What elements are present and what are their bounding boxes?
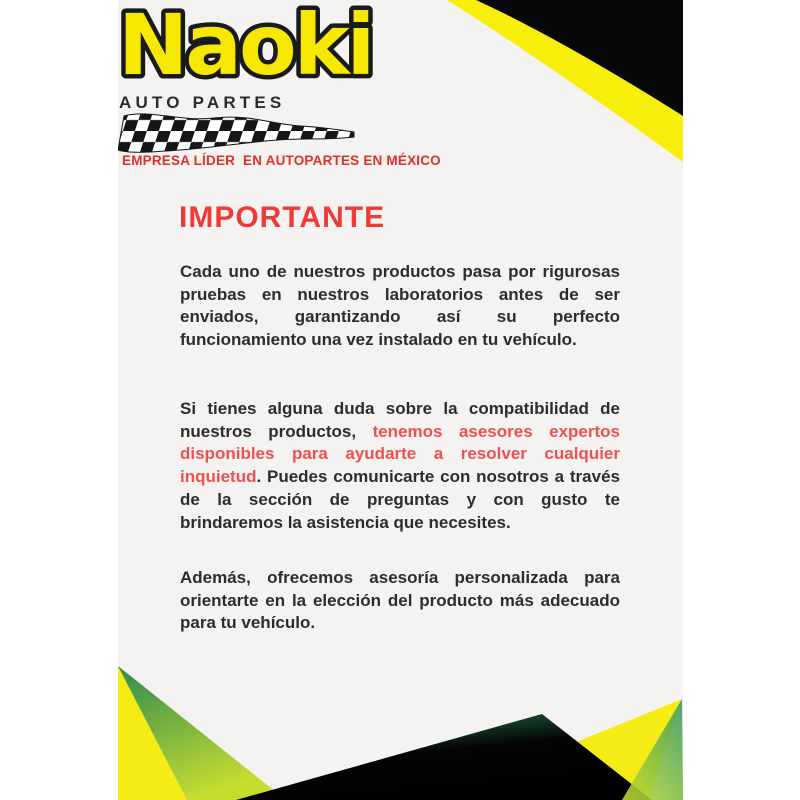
checkered-flag-icon (118, 109, 356, 155)
paragraph-quality: Cada uno de nuestros productos pasa por rigurosas pruebas en nuestros laboratorios antes de ser enviados, garantizando así su perfecto funcionamiento una vez instalado en tu vehículo. (180, 262, 620, 350)
paragraph-compatibility-end: . Puedes comunicarte con nosotros a través de la sección de preguntas y con gusto te brindaremos la asistencia que necesites. (180, 467, 620, 532)
logo-subtitle: AUTO PARTES (119, 93, 286, 112)
paragraph-advice: Además, ofrecemos asesoría personalizada para orientarte en la elección del producto más adecuado para tu vehículo. (180, 568, 620, 633)
page-title: IMPORTANTE (179, 201, 386, 234)
paragraph-compatibility (180, 398, 620, 534)
checkered-flag-shape (118, 114, 354, 152)
brand-logo-text: Naoki (118, 0, 373, 94)
paragraph-compatibility-highlight: tenemos asesores expertos disponibles para ayudarte a resolver cualquier inquietud (180, 421, 620, 487)
brand-logo (112, 0, 392, 95)
brand-tagline: EMPRESA LÍDER EN AUTOPARTES EN MÉXICO (122, 153, 441, 168)
paragraph-compatibility-start: Si tienes alguna duda sobre la compatibilidad de nuestros productos, (180, 399, 620, 441)
